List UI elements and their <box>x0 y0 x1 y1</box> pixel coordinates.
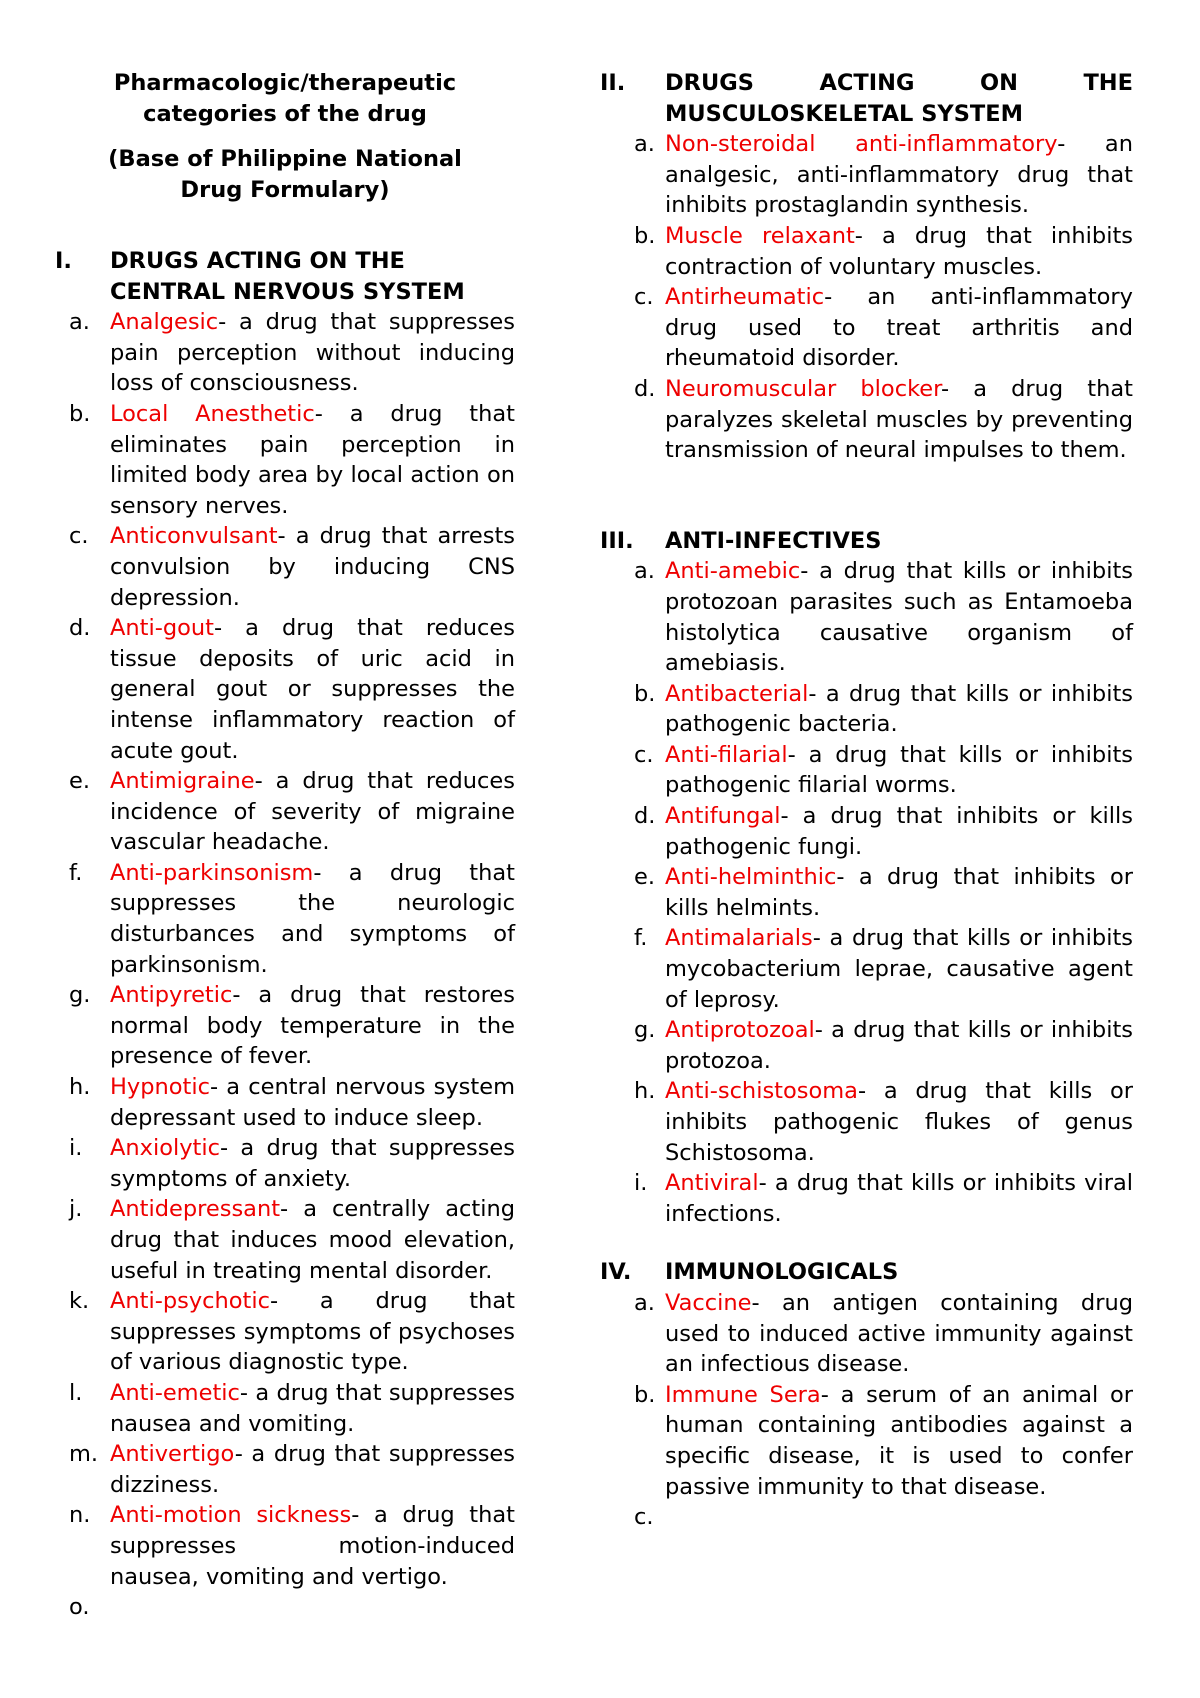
drug-category-term: Antivertigo <box>110 1441 235 1468</box>
item-body <box>110 980 515 1072</box>
item-body <box>665 1288 1133 1380</box>
drug-category-definition: - a drug that suppresses dizziness. <box>110 1441 515 1498</box>
section-number: IV. <box>600 1259 632 1286</box>
list-item <box>600 1380 1133 1502</box>
drug-category-definition: - a drug that suppresses nausea and vomiting. <box>110 1379 515 1437</box>
item-body <box>665 221 1133 282</box>
document-title: Pharmacologic/therapeutic categories of the drug <box>113 70 457 127</box>
drug-category-definition: - a drug that kills or inhibits pathogenic bacteria. <box>665 680 1133 738</box>
drug-category-definition: - a drug that inhibits contraction of voluntary muscles. <box>665 222 1133 280</box>
drug-category-definition: - a drug that inhibits or kills pathogenic fungi. <box>665 803 1133 860</box>
document-subtitle: (Base of Philippine National Drug Formulary) <box>108 146 462 203</box>
item-letter: m. <box>69 1441 99 1468</box>
item-letter: g. <box>634 1017 656 1044</box>
item-letter: b. <box>634 222 656 249</box>
drug-category-definition: - a drug that eliminates pain perception in limited body area by local action on sensory nerves. <box>110 400 515 519</box>
list-item <box>55 399 515 521</box>
right-column <box>600 68 1133 1533</box>
item-body <box>110 1378 515 1439</box>
item-body <box>110 307 515 399</box>
list-item <box>600 740 1133 801</box>
list-item <box>55 980 515 1072</box>
drug-category-definition: - a drug that kills or inhibits pathogenic filarial worms. <box>665 741 1133 799</box>
drug-category-definition: - an anti-inflammatory drug used to treat arthritis and rheumatoid disorder. <box>665 284 1133 372</box>
drug-category-term: Antimalarials <box>665 925 813 952</box>
item-letter: j. <box>69 1196 83 1223</box>
item-body <box>665 1015 1133 1076</box>
section-number: II. <box>600 70 626 96</box>
drug-category-definition: - a drug that suppresses symptoms of anxiety. <box>110 1135 515 1192</box>
item-letter: b. <box>634 680 656 707</box>
item-letter: h. <box>634 1078 656 1105</box>
item-letter: f. <box>69 859 83 886</box>
drug-category-definition: - an analgesic, anti-inflammatory drug that inhibits prostaglandin synthesis. <box>665 131 1133 219</box>
list-item <box>600 556 1133 678</box>
drug-category-definition: - a central nervous system depressant used to induce sleep. <box>110 1074 515 1131</box>
list-item <box>55 521 515 613</box>
drug-category-definition: - a drug that kills or inhibits protozoa. <box>665 1017 1133 1074</box>
drug-category-term: Local Anesthetic <box>110 400 315 427</box>
left-column <box>55 68 515 1623</box>
list-item <box>600 374 1133 466</box>
list-item <box>600 679 1133 740</box>
drug-category-definition: - a centrally acting drug that induces mood elevation, useful in treating mental disorder. <box>110 1196 515 1284</box>
drug-category-term: Immune Sera <box>665 1381 821 1408</box>
item-letter: o. <box>69 1594 90 1621</box>
item-letter: c. <box>634 741 654 768</box>
item-body <box>110 1500 515 1592</box>
section-ii-list <box>600 129 1133 466</box>
item-body <box>665 1168 1133 1229</box>
drug-category-term: Anti-filarial <box>665 741 788 768</box>
item-letter: h. <box>69 1074 91 1101</box>
item-letter: i. <box>69 1135 83 1162</box>
list-item <box>600 1502 1133 1533</box>
drug-category-definition: - a drug that kills or inhibits viral infections. <box>665 1170 1133 1227</box>
section-heading-i <box>55 246 515 307</box>
item-body <box>665 1076 1133 1168</box>
list-item <box>55 613 515 766</box>
drug-category-term: Vaccine <box>665 1289 752 1316</box>
section-iv-list <box>600 1288 1133 1533</box>
drug-category-definition: - a drug that suppresses symptoms of psychoses of various diagnostic type. <box>110 1288 515 1376</box>
item-body <box>110 521 515 613</box>
drug-category-definition: - an antigen containing drug used to induced active immunity against an infectious disease. <box>665 1289 1133 1378</box>
section-heading-iii <box>600 526 1133 557</box>
drug-category-term: Anti-parkinsonism <box>110 859 314 886</box>
item-body <box>110 766 515 858</box>
list-item <box>600 282 1133 374</box>
section-heading-iv <box>600 1257 1133 1288</box>
section-title: DRUGS ACTING ON THE MUSCULOSKELETAL SYSTEM <box>665 70 1133 127</box>
section-title: ANTI-INFECTIVES <box>665 527 882 554</box>
drug-category-term: Anti-schistosoma <box>665 1078 858 1105</box>
drug-category-term: Hypnotic <box>110 1074 210 1101</box>
drug-category-definition: - a drug that reduces incidence of severity of migraine vascular headache. <box>110 768 515 856</box>
drug-category-term: Antibacterial <box>665 680 809 707</box>
spacer <box>600 1229 1133 1257</box>
section-title: DRUGS ACTING ON THE CENTRAL NERVOUS SYSTEM <box>110 248 465 305</box>
drug-category-term: Neuromuscular blocker <box>665 375 941 402</box>
item-letter: d. <box>634 375 656 402</box>
drug-category-term: Muscle relaxant <box>665 222 855 249</box>
drug-category-term: Antiviral <box>665 1170 759 1197</box>
drug-category-definition: - a drug that suppresses motion-induced nausea, vomiting and vertigo. <box>110 1502 515 1590</box>
list-item <box>55 1378 515 1439</box>
list-item <box>600 221 1133 282</box>
item-letter: k. <box>69 1288 90 1315</box>
list-item <box>55 1286 515 1378</box>
item-letter: a. <box>634 558 655 585</box>
item-body <box>665 923 1133 1015</box>
item-body <box>110 399 515 521</box>
drug-category-term: Anti-emetic <box>110 1379 240 1406</box>
list-item <box>600 1168 1133 1229</box>
drug-category-term: Antidepressant <box>110 1196 281 1223</box>
drug-category-definition: - a drug that suppresses the neurologic disturbances and symptoms of parkinsonism. <box>110 859 515 978</box>
list-item <box>55 1500 515 1592</box>
list-item <box>600 1076 1133 1168</box>
item-body <box>665 1380 1133 1502</box>
drug-category-term: Antimigraine <box>110 768 255 795</box>
drug-category-definition: - a drug that paralyzes skeletal muscles by preventing transmission of neural impulses to them. <box>665 375 1133 464</box>
item-letter: e. <box>69 768 90 795</box>
item-letter: n. <box>69 1502 91 1529</box>
drug-category-term: Anti-gout <box>110 615 214 642</box>
item-letter: c. <box>634 1504 654 1531</box>
item-letter: a. <box>69 309 90 336</box>
list-item <box>55 1194 515 1286</box>
item-body <box>665 556 1133 678</box>
drug-category-term: Anti-helminthic <box>665 864 837 891</box>
item-letter: b. <box>634 1381 656 1408</box>
list-item <box>55 307 515 399</box>
section-number: III. <box>600 527 634 554</box>
item-letter: i. <box>634 1170 648 1197</box>
list-item <box>600 1288 1133 1380</box>
list-item <box>55 766 515 858</box>
drug-category-term: Anticonvulsant <box>110 523 278 550</box>
drug-category-term: Anti-psychotic <box>110 1288 271 1315</box>
list-item <box>55 1592 515 1623</box>
drug-category-term: Anti-motion sickness <box>110 1502 352 1529</box>
list-item <box>600 129 1133 221</box>
section-number: I. <box>55 248 72 274</box>
item-letter: d. <box>634 803 656 830</box>
item-body <box>110 1286 515 1378</box>
drug-category-term: Anti-amebic <box>665 558 801 585</box>
item-body <box>665 740 1133 801</box>
drug-category-definition: - a drug that kills or inhibits protozoan parasites such as Entamoeba histolytica causative organism of amebiasis. <box>665 558 1133 677</box>
item-body <box>665 129 1133 221</box>
list-item <box>55 1072 515 1133</box>
drug-category-term: Antirheumatic <box>665 284 825 311</box>
section-iii-list <box>600 556 1133 1229</box>
list-item <box>600 862 1133 923</box>
drug-category-term: Antipyretic <box>110 982 233 1009</box>
item-body <box>110 613 515 766</box>
list-item <box>600 1015 1133 1076</box>
item-letter: g. <box>69 982 91 1009</box>
section-i-list <box>55 307 515 1623</box>
drug-category-definition: - a drug that arrests convulsion by inducing CNS depression. <box>110 523 515 611</box>
item-body <box>110 1133 515 1194</box>
drug-category-definition: - a drug that kills or inhibits pathogenic flukes of genus Schistosoma. <box>665 1078 1133 1166</box>
drug-category-definition: - a drug that kills or inhibits mycobacterium leprae, causative agent of leprosy. <box>665 925 1133 1013</box>
drug-category-definition: - a drug that inhibits or kills helmints. <box>665 864 1133 921</box>
item-letter: f. <box>634 925 648 952</box>
item-letter: l. <box>69 1379 83 1406</box>
drug-category-term: Non-steroidal anti-inflammatory <box>665 131 1058 158</box>
item-body <box>665 801 1133 862</box>
list-item <box>600 923 1133 1015</box>
drug-category-term: Antiprotozoal <box>665 1017 815 1044</box>
list-item <box>55 858 515 980</box>
drug-category-definition: - a drug that reduces tissue deposits of uric acid in general gout or suppresses the intense inflammatory reaction of acute gout. <box>110 615 515 764</box>
item-body <box>110 1592 515 1623</box>
drug-category-term: Analgesic <box>110 309 219 336</box>
item-letter: a. <box>634 1289 655 1316</box>
section-heading-ii <box>600 68 1133 129</box>
list-item <box>600 801 1133 862</box>
item-body <box>110 858 515 980</box>
item-letter: d. <box>69 615 91 642</box>
item-letter: a. <box>634 131 655 158</box>
spacer <box>600 466 1133 526</box>
item-letter: b. <box>69 400 91 427</box>
section-title: IMMUNOLOGICALS <box>665 1259 899 1286</box>
drug-category-term: Anxiolytic <box>110 1135 220 1162</box>
item-body <box>665 374 1133 466</box>
drug-category-definition: - a drug that suppresses pain perception without inducing loss of consciousness. <box>110 309 515 397</box>
list-item <box>55 1133 515 1194</box>
item-body <box>665 862 1133 923</box>
item-body <box>665 282 1133 374</box>
drug-category-term: Antifungal <box>665 803 781 830</box>
item-letter: e. <box>634 864 655 891</box>
item-body <box>665 679 1133 740</box>
drug-category-definition: - a serum of an animal or human containing antibodies against a specific disease, it is used to confer passive immunity to that disease. <box>665 1381 1133 1500</box>
item-letter: c. <box>69 523 89 550</box>
item-body <box>665 1502 1133 1533</box>
item-body <box>110 1439 515 1500</box>
item-body <box>110 1194 515 1286</box>
list-item <box>55 1439 515 1500</box>
item-body <box>110 1072 515 1133</box>
drug-category-definition: - a drug that restores normal body temperature in the presence of fever. <box>110 982 515 1070</box>
item-letter: c. <box>634 284 654 311</box>
